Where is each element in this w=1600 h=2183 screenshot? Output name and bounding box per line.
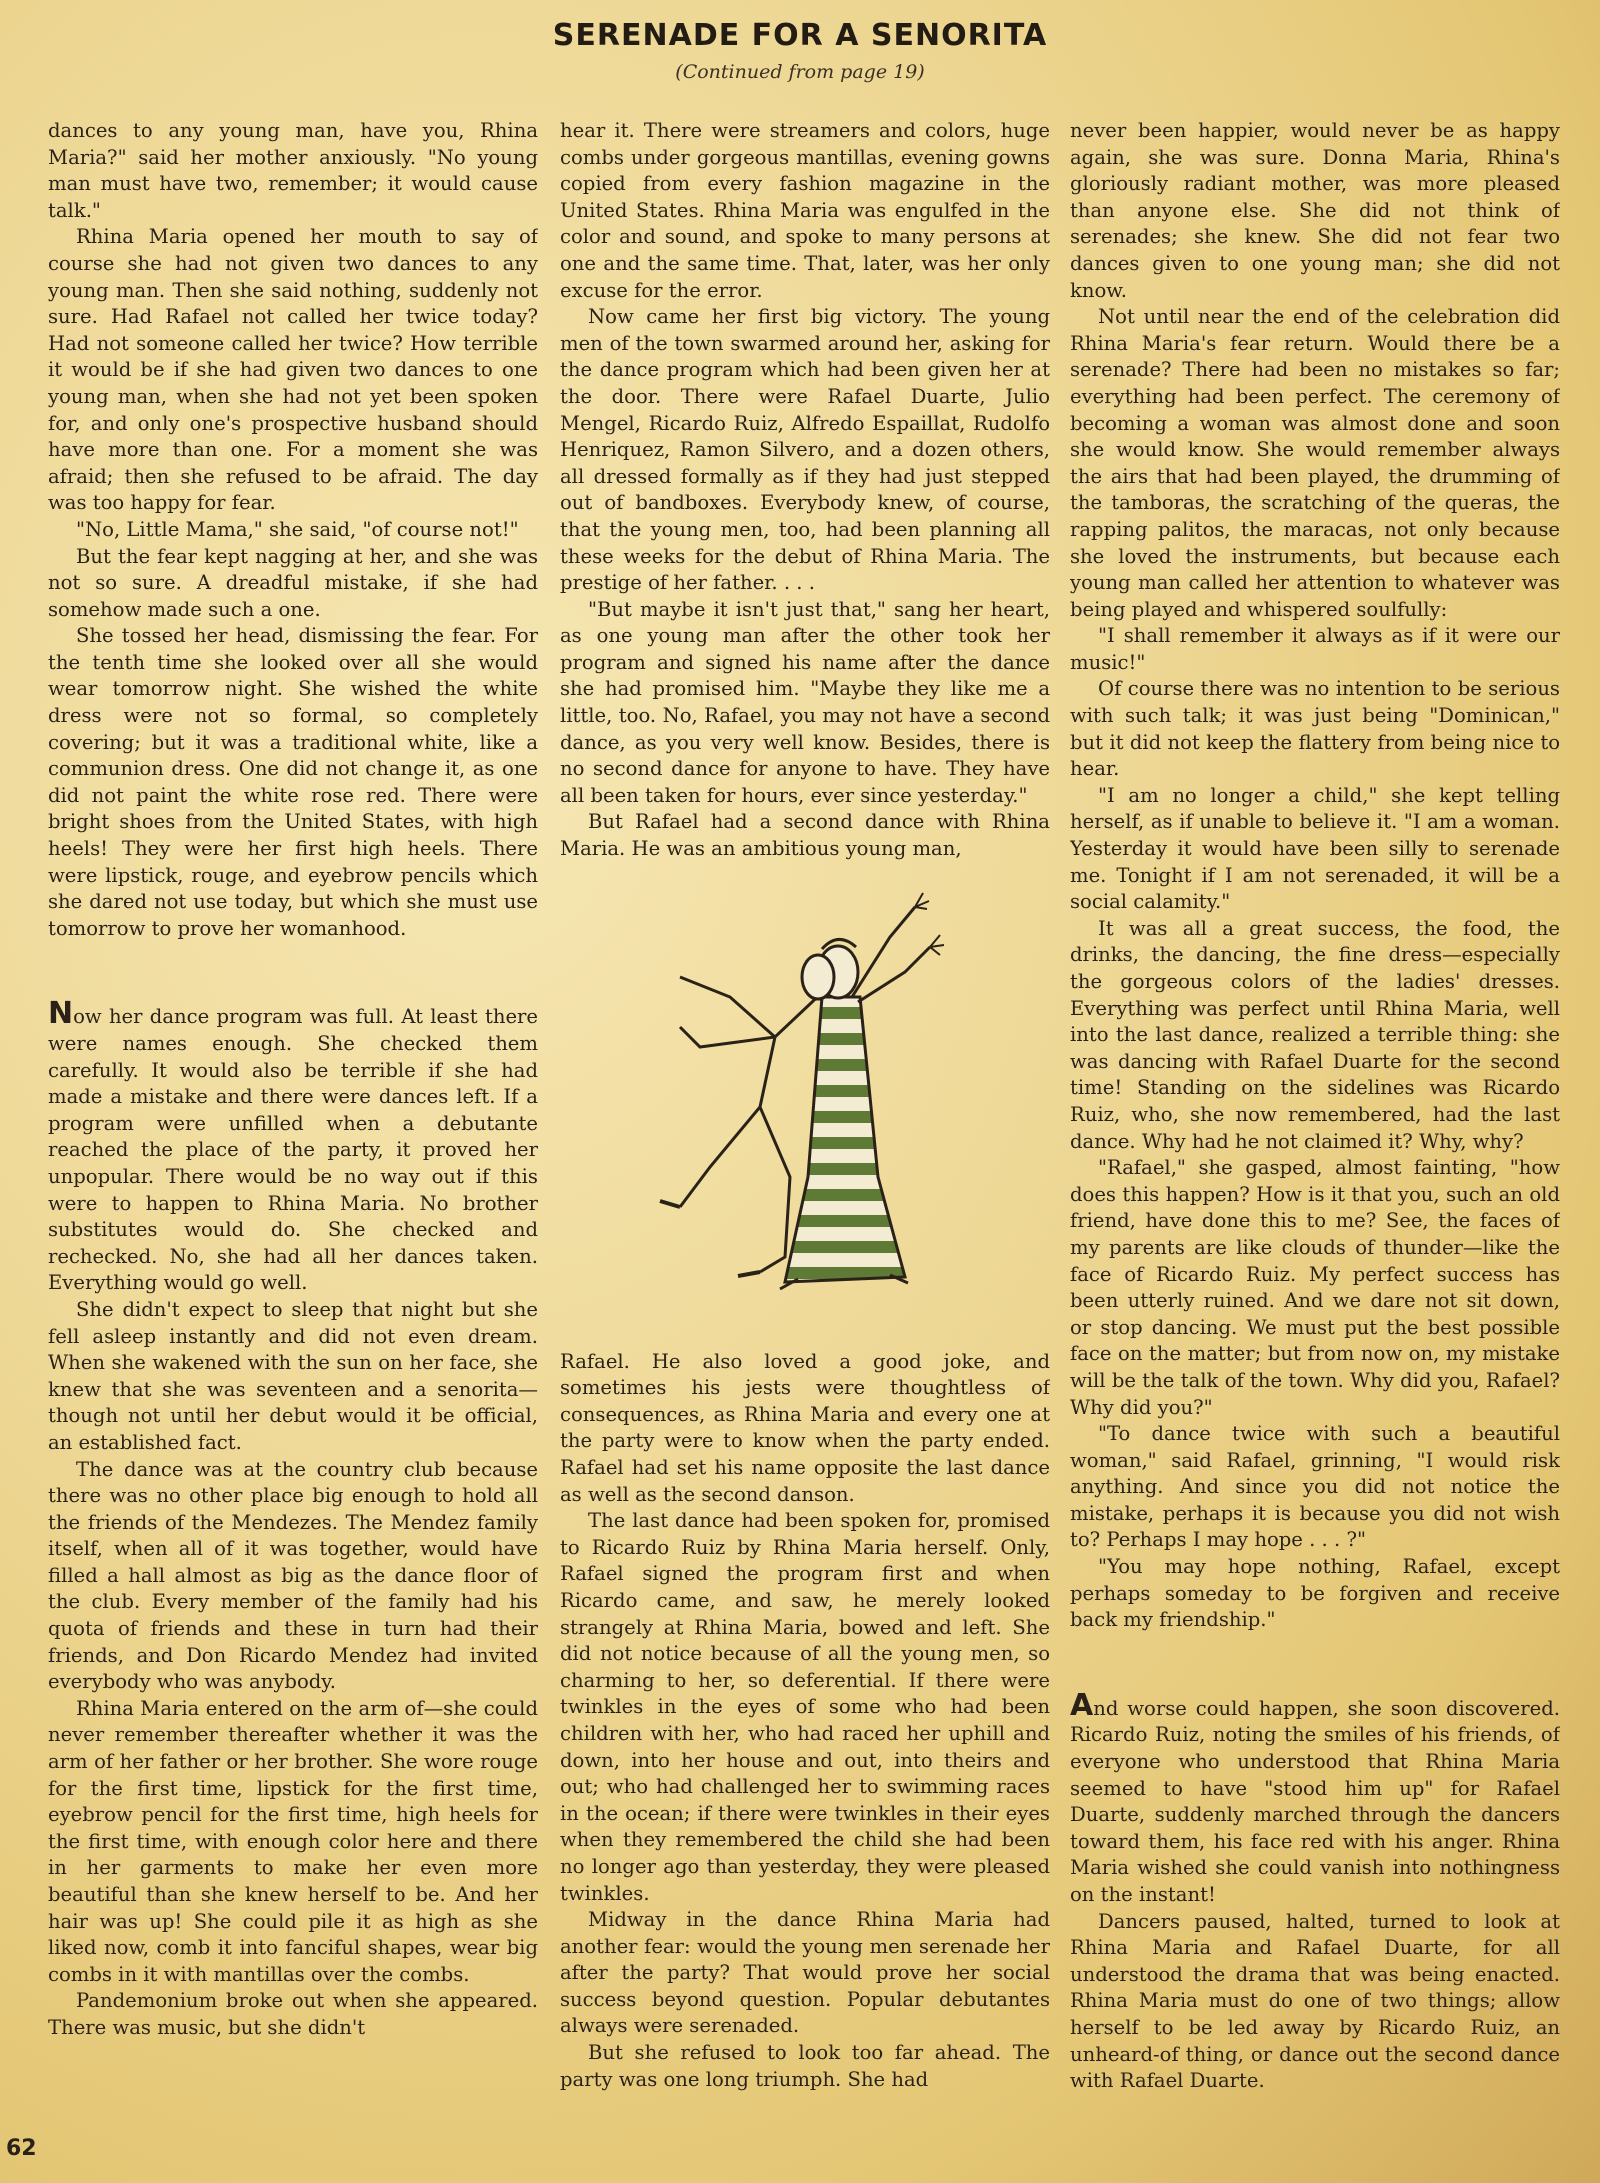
man-head [802, 955, 834, 999]
woman-arm [858, 947, 930, 1002]
paragraph: Dancers paused, halted, turned to look at Rhina Maria and Rafael Duarte, for all understood the drama that was being enacted. Rhina Maria must do one of two things; allow herself to be led away by Ricardo Ruiz, an unheard-of thing, or dance out the second dance with Rafael Duarte. [1070, 1909, 1560, 2093]
page-number: 62 [6, 2136, 37, 2161]
paragraph: Rafael. He also loved a good joke, and sometimes his jests were thoughtless of consequences, as Rhina Maria and every one at the party were to know when the party ended. Rafael had set his name opposite the last dance as well as the second danson. [560, 1349, 1050, 1506]
section-first-text: ow her dance program was full. At least there were names enough. She checked them carefully. It would also be terrible if she had made a mistake and there were dances left. If a program were unfilled when a debutante reached the place of the party, it proved her unpopular. There would be no way out if this were to happen to Rhina Maria. No brother substitutes would do. She checked and rechecked. No, she had all her dances taken. Everything would go well. [48, 1005, 538, 1295]
paragraph: Now came her first big victory. The young men of the town swarmed around her, asking for the dance program which had been given her at the door. There were Rafael Duarte, Julio Mengel, Ricardo Ruiz, Alfredo Espaillat, Rudolfo Henriquez, Ramon Silvero, and a dozen others, all dressed formally as if they had just stepped out of bandboxes. Everybody knew, of course, that the young men, too, had been planning all these weeks for the debut of Rhina Maria. The prestige of her father. . . . [560, 305, 1050, 595]
woman-arm [852, 907, 915, 997]
paragraph: She didn't expect to sleep that night but she fell asleep instantly and did not even dream. When she wakened with the sun on her face, she knew that she was seventeen and a senorita—though not until her debut would it be official, an established fact. [48, 1297, 538, 1454]
paragraph: Not until near the end of the celebration did Rhina Maria's fear return. Would there be a serenade? There had been no mistakes so far; everything had been perfect. The ceremony of becoming a woman was almost done and soon she would know. She would remember always the airs that had been played, the drumming of the tamboras, the scratching of the queras, the rapping palitos, the maracas, not only because she loved the instruments, but because each young man called her attention to whatever was being played and whispered soulfully: [1070, 305, 1560, 621]
paragraph: But the fear kept nagging at her, and she was not so sure. A dreadful mistake, if she had somehow made such a one. [48, 544, 538, 621]
paragraph: "No, Little Mama," she said, "of course not!" [76, 517, 519, 541]
paragraph: "To dance twice with such a beautiful woman," said Rafael, grinning, "I would risk anything. And since you did not notice the mistake, perhaps it is because you did not wish to? Perhaps I may hope . . . ?" [1070, 1422, 1560, 1552]
paragraph: But Rafael had a second dance with Rhina Maria. He was an ambitious young man, [560, 810, 1050, 861]
column-3 [1070, 118, 1560, 2138]
continued-note: (Continued from page 19) [675, 61, 925, 83]
paragraph: The dance was at the country club because there was no other place big enough to hold all the friends of the Mendezes. The Mendez family itself, when all of it was together, would have filled a hall almost as big as the dance floor of the club. Every member of the family had his quota of friends and these in turn had their friends, and Don Ricardo Mendez had invited everybody who was anybody. [48, 1457, 538, 1694]
paragraph: "You may hope nothing, Rafael, except perhaps someday to be forgiven and receive back my friendship." [1070, 1555, 1560, 1632]
dancing-couple-illustration [560, 877, 1050, 1337]
section-opening [1070, 1687, 1560, 1909]
story-header [0, 18, 1600, 83]
paragraph: "But maybe it isn't just that," sang her heart, as one young man after the other took her program and signed his name after the dance she had promised him. "Maybe they like me a little, too. No, Rafael, you may not have a second dance, as you very well know. Besides, there is no second dance for anyone to have. They have all been taken for hours, ever since yesterday." [560, 597, 1050, 807]
paragraph: Of course there was no intention to be serious with such talk; it was just being "Dominican," but it did not keep the flattery from being nice to hear. [1070, 677, 1560, 781]
column-2 [560, 118, 1050, 2138]
section-opening [48, 996, 538, 1297]
paragraph: Rhina Maria entered on the arm of—she could never remember thereafter whether it was the arm of her father or her brother. She wore rouge for the first time, lipstick for the first time, eyebrow pencil for the first time, high heels for the first time, with enough color here and there in her garments to make her even more beautiful than she knew herself to be. And her hair was up! She could pile it as high as she liked now, comb it into fanciful shapes, wear big combs in it with mantillas over the combs. [48, 1696, 538, 1986]
drop-cap: N [48, 996, 74, 1032]
paragraph: Pandemonium broke out when she appeared. There was music, but she didn't [48, 1989, 538, 2039]
paragraph: It was all a great success, the food, the drinks, the dancing, the fine dress—especially the gorgeous colors of the ladies' dresses. Everything was perfect until Rhina Maria, well into the last dance, realized a terrible thing: she was dancing with Rafael Duarte for the second time! Standing on the sidelines was Ricardo Ruiz, who, she now remembered, had the last dance. Why had he not claimed it? Why, why? [1070, 916, 1560, 1153]
paragraph: But she refused to look too far ahead. The party was one long triumph. She had [560, 2041, 1050, 2091]
paragraph: She tossed her head, dismissing the fear. For the tenth time she looked over all she would wear tomorrow night. She wished the white dress were not so formal, so completely covering; but it was a traditional white, like a communion dress. One did not change it, as one did not paint the white rose red. There were bright shoes from the United States, with high heels! They were her first high heels. There were lipstick, rouge, and eyebrow pencils which she dared not use today, but which she must use tomorrow to prove her womanhood. [48, 624, 538, 940]
paragraph: Rhina Maria opened her mouth to say of course she had not given two dances to any young man. Then she said nothing, suddenly not sure. Had Rafael not called her twice today? Had not someone called her twice? How terrible it would be if she had given two dances to one young man, when she had not yet been spoken for, and only one's prospective husband should have more than one. For a moment she was afraid; then she refused to be afraid. The day was too happy for fear. [48, 225, 538, 515]
paragraph: dances to any young man, have you, Rhina Maria?" said her mother anxiously. "No young man must have two, remember; it would cause talk." [48, 119, 538, 222]
paragraph: "I shall remember it always as if it were our music!" [1070, 624, 1560, 674]
paragraph: hear it. There were streamers and colors, huge combs under gorgeous mantillas, evening gowns copied from every fashion magazine in the United States. Rhina Maria was engulfed in the color and sound, and spoke to many persons at one and the same time. That, later, was her only excuse for the error. [560, 119, 1050, 302]
paragraph: Midway in the dance Rhina Maria had another fear: would the young men serenade her after the party? That would prove her social success beyond question. Popular debutantes always were serenaded. [560, 1908, 1050, 2038]
story-title: SERENADE FOR A SENORITA [552, 18, 1048, 53]
section-first-text: nd worse could happen, she soon discovered. Ricardo Ruiz, noting the smiles of his friends, of everyone who understood that Rhina Maria seemed to have "stood him up" for Rafael Duarte, suddenly marched through the dancers toward them, his face red with his anger. Rhina Maria wished she could vanish into nothingness on the instant! [1070, 1696, 1560, 1906]
column-1 [48, 118, 538, 2138]
striped-dress [785, 997, 905, 1282]
drop-cap: A [1070, 1687, 1094, 1723]
paragraph: "I am no longer a child," she kept telling herself, as if unable to believe it. "I am a woman. Yesterday it would have been silly to serenade me. Tonight if I am not serenaded, it will be a social calamity." [1070, 783, 1560, 914]
paragraph: never been happier, would never be as happy again, she was sure. Donna Maria, Rhina's gloriously radiant mother, was more pleased than anyone else. She did not think of serenades; she knew. She did not fear two dances given to one young man; she did not know. [1070, 119, 1560, 302]
paragraph: The last dance had been spoken for, promised to Ricardo Ruiz by Rhina Maria herself. Only, Rafael signed the program first and when Ricardo came, and saw, he merely looked strangely at Rhina Maria, bowed and left. She did not notice because of all the young men, so charming to her, so deferential. If there were twinkles in the eyes of some who had been children with her, who had raced her uphill and down, into her house and out, into theirs and out; who had challenged her to swimming races in the ocean; if there were twinkles in their eyes when they remembered the child she had been no longer ago than yesterday, they were pleased twinkles. [560, 1509, 1050, 1905]
paragraph: "Rafael," she gasped, almost fainting, "how does this happen? How is it that you, such an old friend, have done this to me? See, the faces of my parents are like clouds of thunder—like the face of Ricardo Ruiz. My perfect success has been utterly ruined. And we dare not sit down, or stop dancing. We must put the best possible face on the matter; but from now on, my mistake will be the talk of the town. Why did you, Rafael? Why did you?" [1070, 1156, 1560, 1419]
